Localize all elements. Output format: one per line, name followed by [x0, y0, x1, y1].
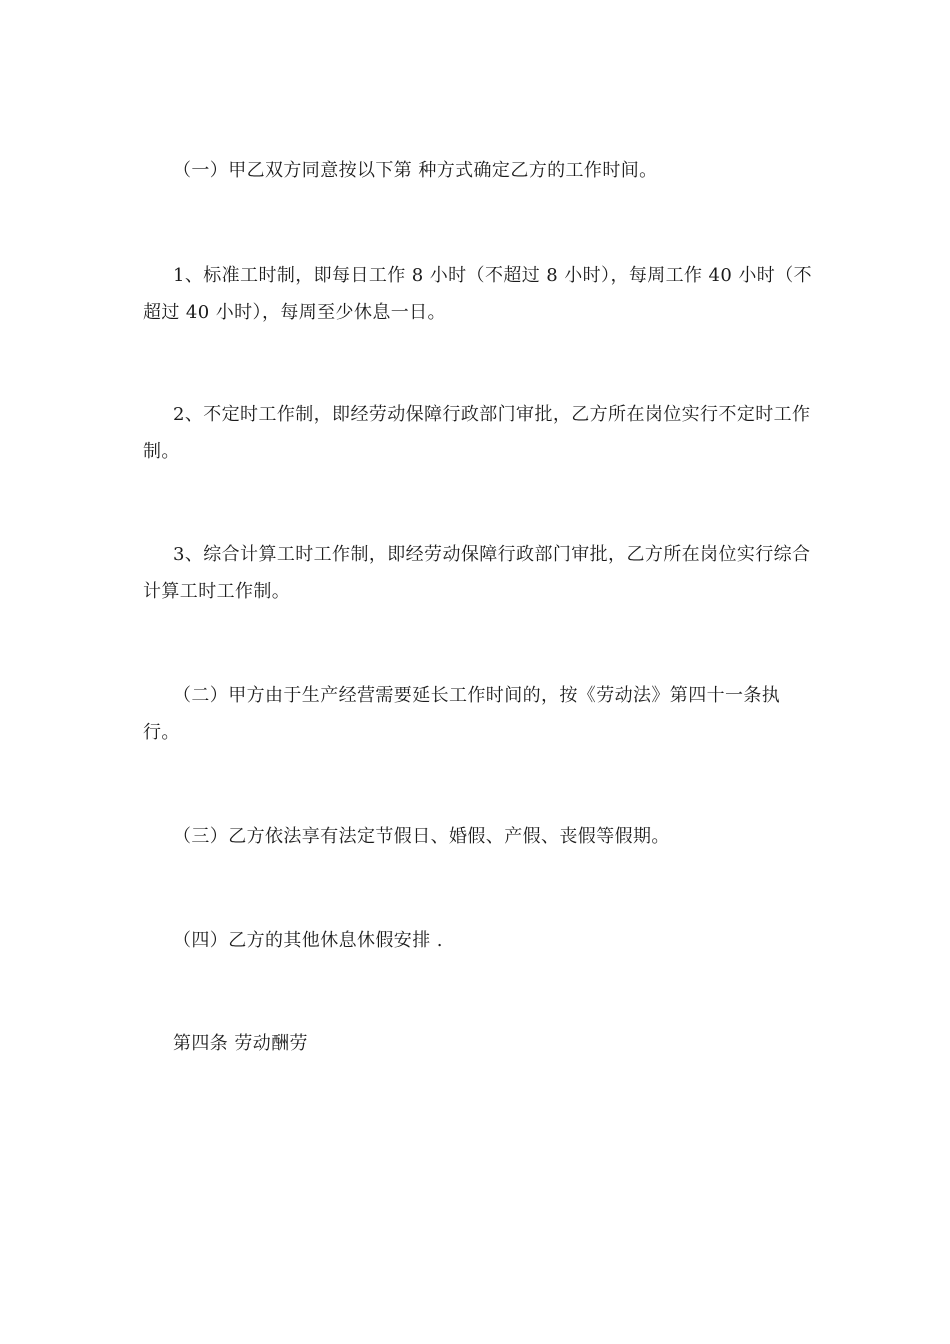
clause-overtime: （二）甲方由于生产经营需要延长工作时间的，按《劳动法》第四十一条执行。 — [143, 685, 781, 743]
clause-comprehensive-hours: 3、综合计算工时工作制，即经劳动保障行政部门审批，乙方所在岗位实行综合计算工时工作制。 — [143, 544, 811, 602]
clause-work-hours-method: （一）甲乙双方同意按以下第 种方式确定乙方的工作时间。 — [173, 160, 658, 181]
clause-flexible-hours: 2、不定时工作制，即经劳动保障行政部门审批，乙方所在岗位实行不定时工作制。 — [143, 404, 811, 462]
clause-other-leave: （四）乙方的其他休息休假安排 . — [173, 930, 443, 951]
clause-holidays: （三）乙方依法享有法定节假日、婚假、产假、丧假等假期。 — [173, 826, 670, 847]
clause-standard-hours: 1、标准工时制，即每日工作 8 小时（不超过 8 小时），每周工作 40 小时（不超过 40 小时），每周至少休息一日。 — [143, 265, 812, 323]
section-heading-remuneration: 第四条 劳动酬劳 — [173, 1033, 308, 1054]
